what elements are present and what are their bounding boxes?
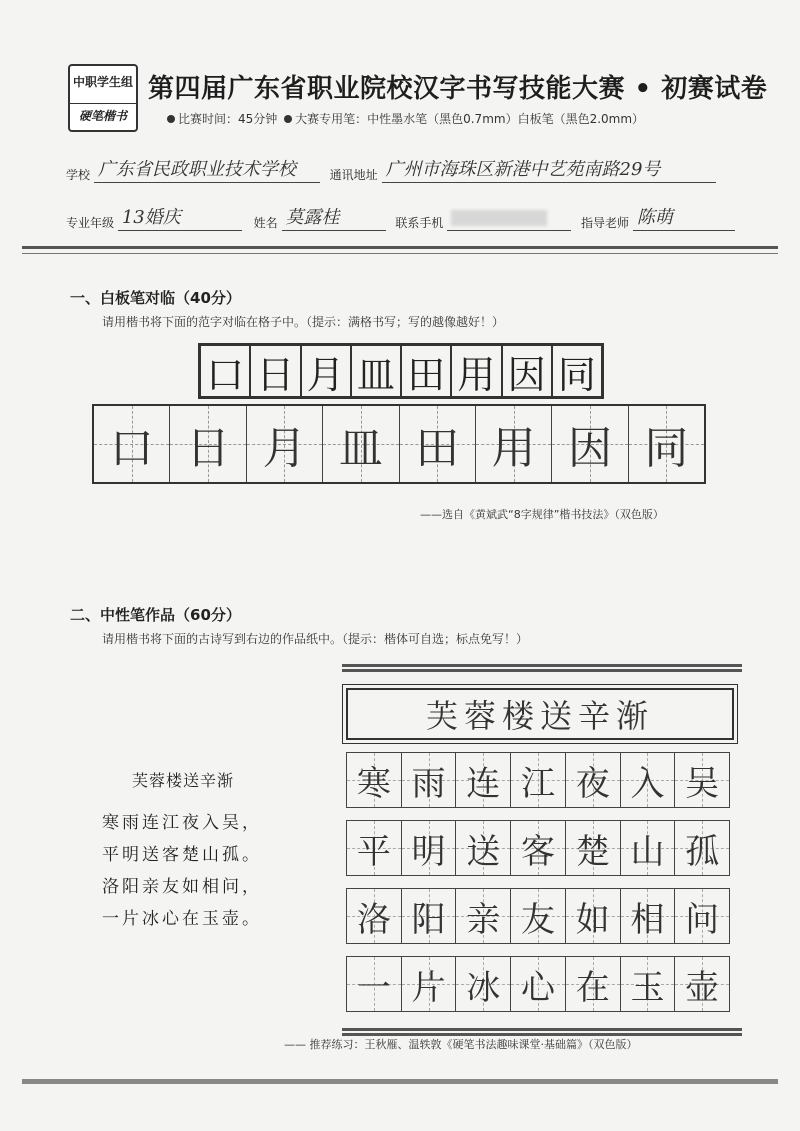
written-char: 月 bbox=[262, 423, 307, 474]
work-row bbox=[346, 956, 730, 1012]
work-row bbox=[346, 752, 730, 808]
work-cell[interactable] bbox=[455, 889, 510, 943]
written-char: 相 bbox=[630, 899, 665, 940]
model-char: 同 bbox=[551, 346, 601, 396]
written-char: 因 bbox=[567, 423, 612, 474]
section1-hint: 请用楷书将下面的范字对临在格子中。（提示：满格书写；写的越像越好！） bbox=[102, 315, 505, 329]
phone-field[interactable] bbox=[447, 206, 571, 231]
major-label: 专业年级 bbox=[66, 216, 115, 230]
work-cell[interactable] bbox=[620, 753, 675, 807]
work-cell[interactable] bbox=[565, 821, 620, 875]
model-char: 田 bbox=[400, 346, 450, 396]
section2-title: 二、中性笔作品（60分） bbox=[70, 606, 241, 624]
practice-cell[interactable] bbox=[475, 406, 551, 482]
redacted-phone bbox=[451, 210, 547, 226]
written-char: 洛 bbox=[356, 899, 391, 940]
model-char: 口 bbox=[206, 352, 245, 397]
written-char: 口 bbox=[109, 423, 154, 474]
exam-pens: 大赛专用笔：中性墨水笔（黑色0.7mm）白板笔（黑色2.0mm） bbox=[295, 112, 645, 126]
practice-cell[interactable] bbox=[246, 406, 322, 482]
written-char: 冰 bbox=[466, 967, 501, 1008]
work-cell[interactable] bbox=[620, 957, 675, 1011]
written-char: 皿 bbox=[338, 423, 383, 474]
work-cell[interactable] bbox=[565, 889, 620, 943]
written-char: 心 bbox=[521, 967, 556, 1008]
work-cell[interactable] bbox=[401, 753, 456, 807]
written-char: 友 bbox=[521, 899, 556, 940]
written-char: 夜 bbox=[575, 763, 610, 804]
practice-cell[interactable] bbox=[94, 406, 169, 482]
work-paper bbox=[342, 664, 742, 1036]
model-char: 月 bbox=[300, 346, 350, 396]
work-cell[interactable] bbox=[565, 753, 620, 807]
phone-label: 联系手机 bbox=[395, 216, 444, 230]
work-cell[interactable] bbox=[510, 889, 565, 943]
practice-cell[interactable] bbox=[322, 406, 398, 482]
work-cell[interactable] bbox=[674, 889, 729, 943]
name-field[interactable]: 莫露桂 bbox=[282, 206, 386, 231]
written-char: 田 bbox=[415, 423, 460, 474]
written-char: 亲 bbox=[466, 899, 501, 940]
poem-line: 一片冰心在玉壶。 bbox=[102, 909, 262, 929]
school-label: 学校 bbox=[66, 168, 91, 182]
poem-title: 芙蓉楼送辛渐 bbox=[132, 771, 235, 790]
work-cell[interactable] bbox=[401, 821, 456, 875]
work-row bbox=[346, 820, 730, 876]
address-field[interactable]: 广州市海珠区新港中艺苑南路29号 bbox=[382, 158, 716, 183]
written-char: 送 bbox=[466, 831, 501, 872]
model-char: 用 bbox=[450, 346, 500, 396]
written-char: 问 bbox=[685, 899, 720, 940]
written-char: 同 bbox=[644, 423, 689, 474]
written-char: 壶 bbox=[685, 967, 720, 1008]
written-char: 用 bbox=[491, 423, 536, 474]
badge-group-label: 中职学生组 bbox=[72, 74, 133, 89]
poem-line: 寒雨连江夜入吴， bbox=[102, 813, 262, 833]
work-cell[interactable] bbox=[674, 821, 729, 875]
work-cell[interactable] bbox=[347, 821, 401, 875]
form-row-school bbox=[66, 158, 716, 183]
practice-cell[interactable] bbox=[399, 406, 475, 482]
work-cell[interactable] bbox=[565, 957, 620, 1011]
footer-divider bbox=[22, 1079, 778, 1084]
bullet-icon bbox=[284, 115, 292, 123]
written-char: 孤 bbox=[685, 831, 720, 872]
poem-line: 平明送客楚山孤。 bbox=[102, 845, 262, 865]
work-row bbox=[346, 888, 730, 944]
work-cell[interactable] bbox=[510, 753, 565, 807]
work-cell[interactable] bbox=[455, 821, 510, 875]
written-char: 明 bbox=[411, 831, 446, 872]
work-cell[interactable] bbox=[401, 889, 456, 943]
work-cell[interactable] bbox=[620, 889, 675, 943]
written-char: 入 bbox=[630, 763, 665, 804]
written-char: 客 bbox=[521, 831, 556, 872]
written-char: 山 bbox=[630, 831, 665, 872]
written-char: 片 bbox=[411, 967, 446, 1008]
page-title: 第四届广东省职业院校汉字书写技能大赛 • 初赛试卷 bbox=[148, 74, 768, 104]
model-char: 因 bbox=[501, 346, 551, 396]
written-char: 玉 bbox=[630, 967, 665, 1008]
written-char: 在 bbox=[575, 967, 610, 1008]
written-char: 江 bbox=[521, 763, 556, 804]
name-label: 姓名 bbox=[253, 216, 278, 230]
practice-grid bbox=[92, 404, 706, 484]
divider bbox=[22, 246, 778, 249]
exam-info bbox=[164, 110, 644, 127]
written-char: 如 bbox=[575, 899, 610, 940]
bullet-icon bbox=[167, 115, 175, 123]
exam-time: 比赛时间：45分钟 bbox=[178, 112, 278, 126]
work-cell[interactable] bbox=[455, 957, 510, 1011]
work-cell[interactable] bbox=[347, 957, 401, 1011]
model-char: 日 bbox=[249, 346, 299, 396]
work-cell[interactable] bbox=[347, 889, 401, 943]
written-char: 吴 bbox=[685, 763, 720, 804]
work-cell[interactable] bbox=[510, 821, 565, 875]
section1-title: 一、白板笔对临（40分） bbox=[70, 289, 241, 307]
badge-style-label: 硬笔楷书 bbox=[70, 103, 136, 124]
address-label: 通讯地址 bbox=[329, 168, 378, 182]
practice-cell[interactable] bbox=[628, 406, 704, 482]
written-char: 平 bbox=[356, 831, 391, 872]
school-field[interactable]: 广东省民政职业技术学校 bbox=[94, 158, 320, 183]
written-char: 日 bbox=[186, 423, 231, 474]
practice-cell[interactable] bbox=[551, 406, 627, 482]
major-field[interactable]: 13婚庆 bbox=[118, 206, 242, 231]
work-title: 芙蓉楼送辛渐 bbox=[346, 688, 734, 740]
written-char: 楚 bbox=[575, 831, 610, 872]
practice-cell[interactable] bbox=[169, 406, 245, 482]
model-characters bbox=[198, 343, 604, 399]
written-char: 连 bbox=[466, 763, 501, 804]
written-char: 雨 bbox=[411, 763, 446, 804]
model-char: 皿 bbox=[350, 346, 400, 396]
written-char: 寒 bbox=[356, 763, 391, 804]
teacher-label: 指导老师 bbox=[581, 216, 630, 230]
category-badge bbox=[68, 64, 138, 132]
work-cell[interactable] bbox=[401, 957, 456, 1011]
section2-hint: 请用楷书将下面的古诗写到右边的作品纸中。（提示：楷体可自选；标点免写！） bbox=[102, 632, 529, 646]
work-cell[interactable] bbox=[455, 753, 510, 807]
form-row-student bbox=[66, 206, 735, 231]
teacher-field[interactable]: 陈萌 bbox=[633, 206, 735, 231]
written-char: 一 bbox=[356, 967, 391, 1008]
work-cell[interactable] bbox=[620, 821, 675, 875]
written-char: 阳 bbox=[411, 899, 446, 940]
work-cell[interactable] bbox=[510, 957, 565, 1011]
work-cell[interactable] bbox=[674, 753, 729, 807]
work-cell[interactable] bbox=[347, 753, 401, 807]
divider bbox=[22, 253, 778, 254]
work-cell[interactable] bbox=[674, 957, 729, 1011]
poem-line: 洛阳亲友如相问， bbox=[102, 877, 262, 897]
section1-source: ——选自《黄斌武“8字规律”楷书技法》（双色版） bbox=[420, 508, 664, 521]
section2-source: —— 推荐练习：王秋雁、温轶敦《硬笔书法趣味课堂·基础篇》（双色版） bbox=[284, 1038, 638, 1051]
